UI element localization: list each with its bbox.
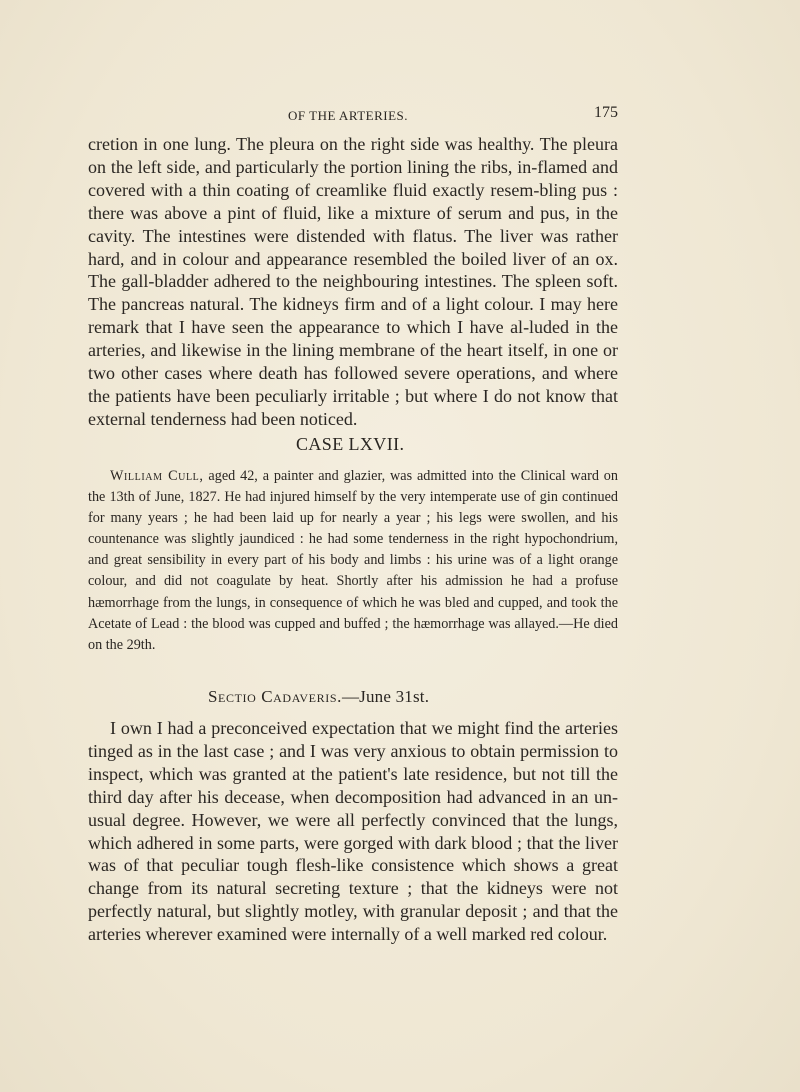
sectio-cadaveris-heading <box>208 687 429 707</box>
sectio-label: Sectio Cadaveris. <box>208 687 342 706</box>
patient-name: William Cull, <box>110 468 204 484</box>
page-number: 175 <box>594 104 618 121</box>
case-history-paragraph <box>88 466 618 656</box>
case-heading: CASE LXVII. <box>296 434 405 454</box>
body-paragraph-autopsy-continuation: cretion in one lung. The pleura on the right side was healthy. The pleura on the left side, and particularly the portion lining the ribs, in-flamed and covered with a thin coating of creamlike fluid exactly resem-bling pus : there was above a pint of fluid, like a mixture of serum and pus, in the cavity. The intestines were distended with flatus. The liver was rather hard, and in colour and appearance resembled the boiled liver of an ox. The gall-bladder adhered to the neighbouring intestines. The spleen soft. The pancreas natural. The kidneys firm and of a light colour. I may here remark that I have seen the appearance to which I have al-luded in the arteries, and likewise in the lining membrane of the heart itself, in one or two other cases where death has followed severe operations, and where the patients have been peculiarly irritable ; but where I do not know that external tenderness had been noticed. <box>88 134 618 429</box>
case-history-text: aged 42, a painter and glazier, was admitted into the Clinical ward on the 13th of June, 1827. He had injured himself by the very intemperate use of gin continued for many years ; he had been laid up for nearly a year ; his legs were swollen, and his countenance was slightly jaundiced : he had some tenderness in the right hypochondrium, and great sensibility in every part of his body and limbs : his urine was of a light orange colour, and did not coagulate by heat. Shortly after his admission he had a profuse hæmorrhage from the lungs, in consequence of which he was bled and cupped, and took the Acetate of Lead : the blood was cupped and buffed ; the hæmorrhage was allayed.—He died on the 29th. <box>88 468 618 653</box>
sectio-date: —June 31st. <box>341 687 430 706</box>
page-header <box>88 104 618 126</box>
body-paragraph-inspection: I own I had a preconceived expectation that we might find the arteries tinged as in the last case ; and I was very anxious to obtain permission to inspect, which was granted at the patient's late residence, but not till the third day after his decease, when decomposition had advanced in an un-usual degree. However, we were all perfectly convinced that the lungs, which adhered in some parts, were gorged with dark blood ; that the liver was of that peculiar tough flesh-like consistence which shows a great change from its natural secreting texture ; that the kidneys were not perfectly natural, but slightly motley, with granular deposit ; and that the arteries wherever examined were internally of a well marked red colour. <box>88 718 618 945</box>
running-head: OF THE ARTERIES. <box>288 108 409 123</box>
